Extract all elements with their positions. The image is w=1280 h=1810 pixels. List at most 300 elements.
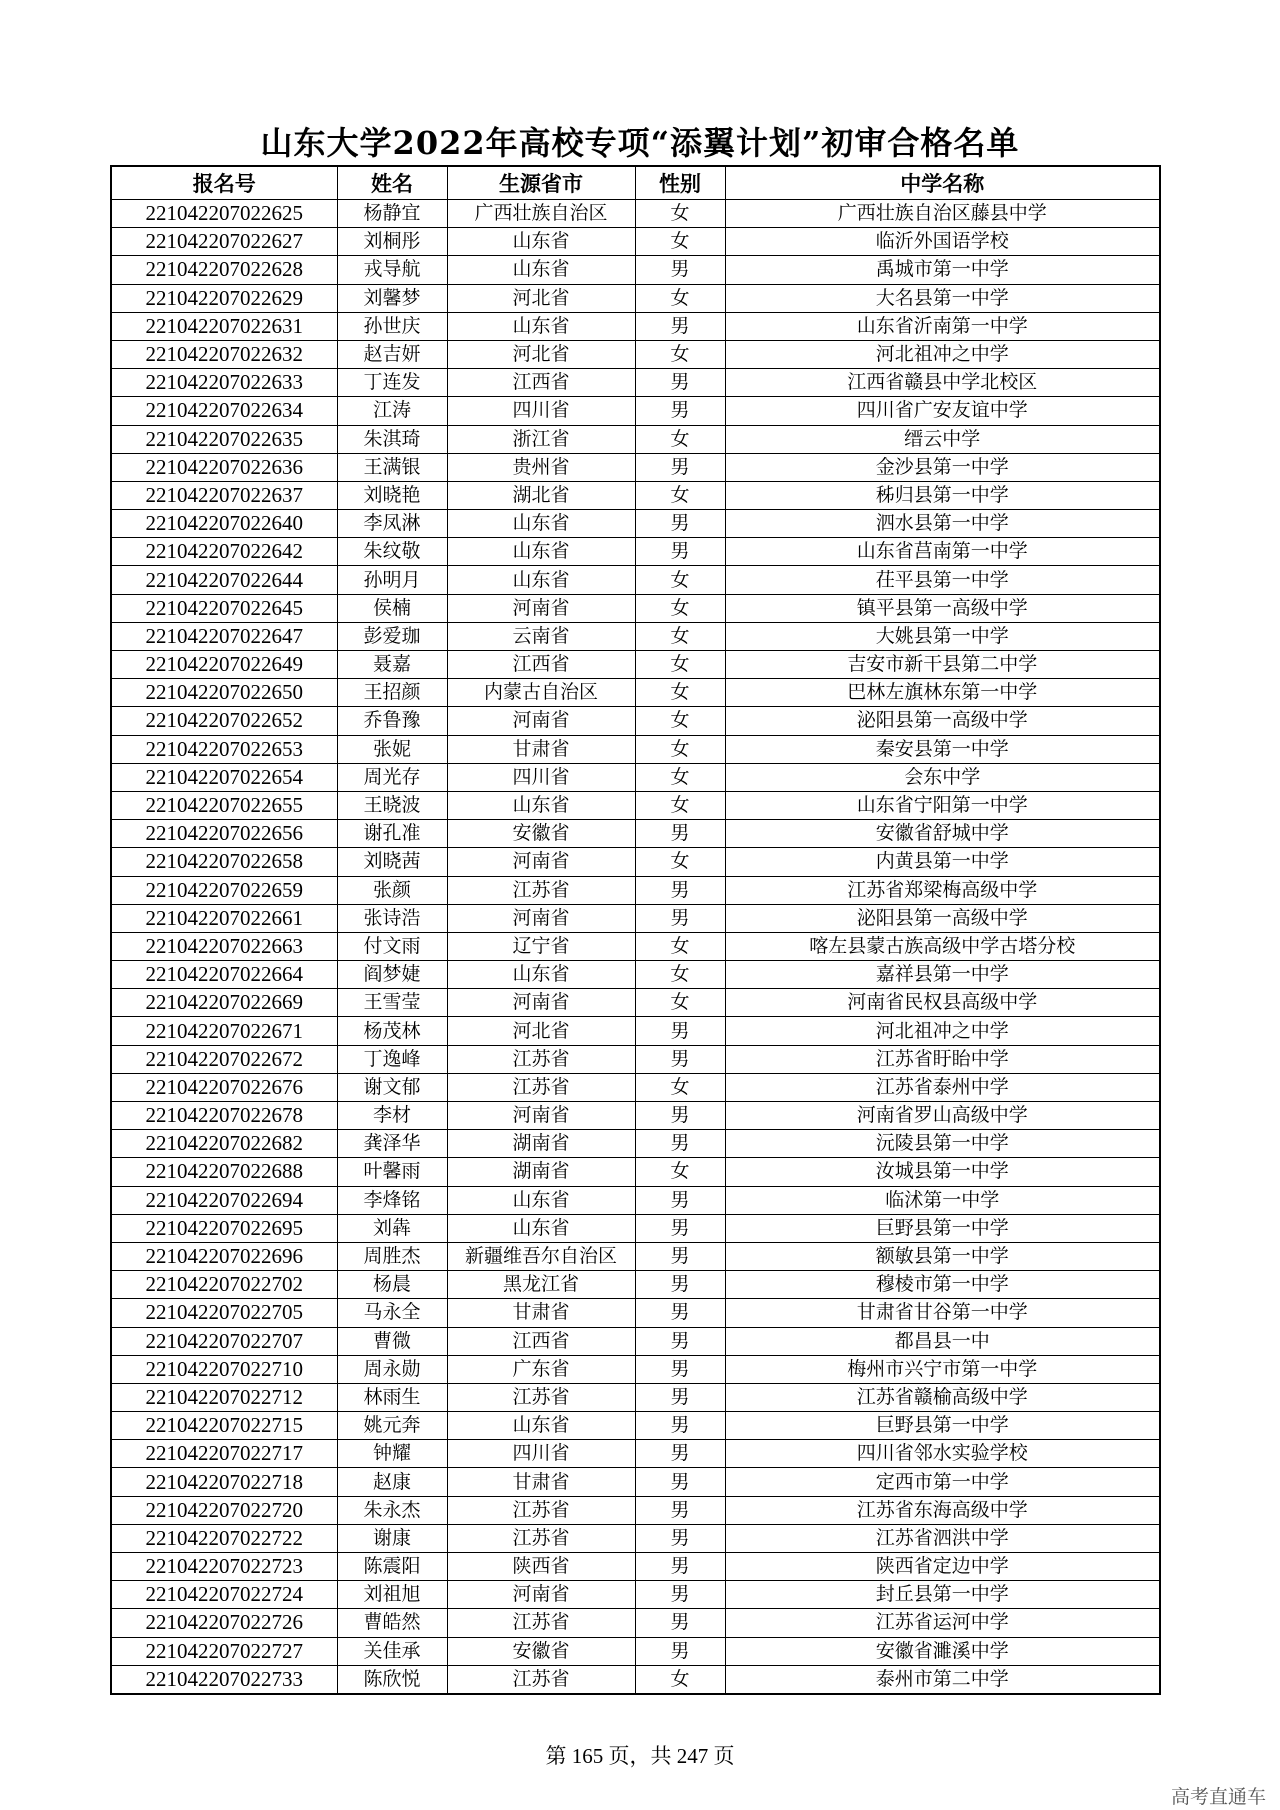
cell-school: 四川省邻水实验学校: [725, 1440, 1160, 1468]
cell-id: 221042207022688: [111, 1158, 337, 1186]
cell-school: 泌阳县第一高级中学: [725, 904, 1160, 932]
cell-school: 大名县第一中学: [725, 284, 1160, 312]
cell-school: 泗水县第一中学: [725, 510, 1160, 538]
cell-province: 河南省: [447, 594, 635, 622]
cell-id: 221042207022726: [111, 1609, 337, 1637]
cell-name: 钟耀: [337, 1440, 447, 1468]
cell-id: 221042207022637: [111, 481, 337, 509]
cell-id: 221042207022720: [111, 1496, 337, 1524]
cell-school: 山东省宁阳第一中学: [725, 791, 1160, 819]
table-row: [111, 1158, 1160, 1186]
cell-province: 河南省: [447, 904, 635, 932]
table-row: [111, 1214, 1160, 1242]
cell-gender: 男: [635, 1242, 725, 1270]
cell-name: 付文雨: [337, 932, 447, 960]
cell-name: 赵吉妍: [337, 340, 447, 368]
cell-name: 周胜杰: [337, 1242, 447, 1270]
table-row: [111, 1271, 1160, 1299]
cell-school: 巨野县第一中学: [725, 1214, 1160, 1242]
cell-id: 221042207022671: [111, 1017, 337, 1045]
cell-name: 侯楠: [337, 594, 447, 622]
cell-id: 221042207022702: [111, 1271, 337, 1299]
cell-province: 山东省: [447, 566, 635, 594]
cell-province: 山东省: [447, 1412, 635, 1440]
cell-name: 周光存: [337, 763, 447, 791]
table-row: [111, 284, 1160, 312]
cell-province: 湖北省: [447, 481, 635, 509]
cell-id: 221042207022678: [111, 1102, 337, 1130]
table-row: [111, 651, 1160, 679]
table-row: [111, 369, 1160, 397]
cell-province: 黑龙江省: [447, 1271, 635, 1299]
cell-gender: 男: [635, 1186, 725, 1214]
cell-school: 汝城县第一中学: [725, 1158, 1160, 1186]
cell-gender: 男: [635, 510, 725, 538]
cell-province: 内蒙古自治区: [447, 679, 635, 707]
table-row: [111, 876, 1160, 904]
cell-name: 张颜: [337, 876, 447, 904]
cell-gender: 女: [635, 481, 725, 509]
cell-gender: 男: [635, 1102, 725, 1130]
cell-id: 221042207022682: [111, 1130, 337, 1158]
table-row: [111, 1553, 1160, 1581]
table-row: [111, 1383, 1160, 1411]
cell-id: 221042207022724: [111, 1581, 337, 1609]
cell-province: 甘肃省: [447, 1468, 635, 1496]
cell-school: 封丘县第一中学: [725, 1581, 1160, 1609]
cell-name: 林雨生: [337, 1383, 447, 1411]
page-footer: 第 165 页，共 247 页: [545, 1744, 735, 1768]
cell-gender: 男: [635, 1468, 725, 1496]
cell-gender: 男: [635, 453, 725, 481]
table-body: [111, 200, 1160, 1694]
cell-gender: 女: [635, 228, 725, 256]
cell-province: 山东省: [447, 510, 635, 538]
cell-gender: 男: [635, 538, 725, 566]
table-row: [111, 453, 1160, 481]
cell-province: 江苏省: [447, 1073, 635, 1101]
cell-gender: 男: [635, 1383, 725, 1411]
cell-id: 221042207022652: [111, 707, 337, 735]
cell-id: 221042207022712: [111, 1383, 337, 1411]
cell-id: 221042207022645: [111, 594, 337, 622]
cell-id: 221042207022694: [111, 1186, 337, 1214]
cell-id: 221042207022654: [111, 763, 337, 791]
cell-id: 221042207022650: [111, 679, 337, 707]
cell-gender: 女: [635, 1073, 725, 1101]
cell-id: 221042207022676: [111, 1073, 337, 1101]
cell-school: 都昌县一中: [725, 1327, 1160, 1355]
cell-gender: 女: [635, 961, 725, 989]
cell-school: 临沂外国语学校: [725, 228, 1160, 256]
cell-province: 江苏省: [447, 1609, 635, 1637]
cell-name: 谢文郁: [337, 1073, 447, 1101]
cell-name: 谢孔准: [337, 820, 447, 848]
cell-province: 山东省: [447, 961, 635, 989]
cell-gender: 女: [635, 200, 725, 228]
cell-id: 221042207022661: [111, 904, 337, 932]
cell-school: 禹城市第一中学: [725, 256, 1160, 284]
cell-name: 龚泽华: [337, 1130, 447, 1158]
table-row: [111, 1637, 1160, 1665]
cell-gender: 男: [635, 904, 725, 932]
cell-gender: 男: [635, 1581, 725, 1609]
cell-id: 221042207022653: [111, 735, 337, 763]
cell-province: 江苏省: [447, 1524, 635, 1552]
cell-province: 山东省: [447, 228, 635, 256]
cell-gender: 女: [635, 1665, 725, 1694]
cell-id: 221042207022695: [111, 1214, 337, 1242]
cell-gender: 男: [635, 369, 725, 397]
table-row: [111, 1496, 1160, 1524]
cell-school: 梅州市兴宁市第一中学: [725, 1355, 1160, 1383]
cell-school: 江苏省东海高级中学: [725, 1496, 1160, 1524]
cell-school: 广西壮族自治区藤县中学: [725, 200, 1160, 228]
cell-id: 221042207022715: [111, 1412, 337, 1440]
table-row: [111, 1242, 1160, 1270]
cell-province: 河南省: [447, 1102, 635, 1130]
cell-id: 221042207022717: [111, 1440, 337, 1468]
cell-school: 江苏省泗洪中学: [725, 1524, 1160, 1552]
cell-school: 秭归县第一中学: [725, 481, 1160, 509]
cell-id: 221042207022632: [111, 340, 337, 368]
cell-school: 缙云中学: [725, 425, 1160, 453]
cell-province: 山东省: [447, 256, 635, 284]
cell-province: 江苏省: [447, 1045, 635, 1073]
cell-id: 221042207022718: [111, 1468, 337, 1496]
cell-id: 221042207022644: [111, 566, 337, 594]
cell-gender: 男: [635, 1524, 725, 1552]
table-row: [111, 1073, 1160, 1101]
cell-province: 安徽省: [447, 1637, 635, 1665]
column-header-id: 报名号: [111, 166, 337, 200]
cell-school: 喀左县蒙古族高级中学古塔分校: [725, 932, 1160, 960]
table-row: [111, 1609, 1160, 1637]
cell-name: 曹皓然: [337, 1609, 447, 1637]
cell-gender: 男: [635, 1271, 725, 1299]
table-row: [111, 1186, 1160, 1214]
cell-province: 江西省: [447, 651, 635, 679]
cell-gender: 女: [635, 989, 725, 1017]
cell-name: 李凤淋: [337, 510, 447, 538]
table-row: [111, 679, 1160, 707]
cell-gender: 女: [635, 791, 725, 819]
cell-gender: 女: [635, 594, 725, 622]
table-row: [111, 1130, 1160, 1158]
cell-province: 河南省: [447, 989, 635, 1017]
cell-name: 李材: [337, 1102, 447, 1130]
table-row: [111, 1102, 1160, 1130]
cell-name: 乔鲁豫: [337, 707, 447, 735]
cell-school: 安徽省舒城中学: [725, 820, 1160, 848]
cell-gender: 男: [635, 876, 725, 904]
cell-name: 陈欣悦: [337, 1665, 447, 1694]
cell-id: 221042207022664: [111, 961, 337, 989]
cell-name: 丁逸峰: [337, 1045, 447, 1073]
table-row: [111, 791, 1160, 819]
cell-id: 221042207022636: [111, 453, 337, 481]
table-row: [111, 1440, 1160, 1468]
cell-school: 江西省赣县中学北校区: [725, 369, 1160, 397]
cell-gender: 男: [635, 1130, 725, 1158]
cell-gender: 男: [635, 256, 725, 284]
cell-gender: 女: [635, 763, 725, 791]
table-row: [111, 961, 1160, 989]
cell-school: 沅陵县第一中学: [725, 1130, 1160, 1158]
cell-gender: 男: [635, 820, 725, 848]
cell-gender: 女: [635, 425, 725, 453]
cell-name: 王招颜: [337, 679, 447, 707]
cell-name: 孙明月: [337, 566, 447, 594]
cell-gender: 男: [635, 1327, 725, 1355]
cell-school: 泰州市第二中学: [725, 1665, 1160, 1694]
cell-name: 赵康: [337, 1468, 447, 1496]
cell-gender: 男: [635, 397, 725, 425]
cell-name: 陈震阳: [337, 1553, 447, 1581]
table-row: [111, 538, 1160, 566]
cell-gender: 男: [635, 1553, 725, 1581]
cell-school: 巴林左旗林东第一中学: [725, 679, 1160, 707]
cell-name: 马永全: [337, 1299, 447, 1327]
cell-school: 临沭第一中学: [725, 1186, 1160, 1214]
cell-school: 安徽省濉溪中学: [725, 1637, 1160, 1665]
cell-province: 甘肃省: [447, 735, 635, 763]
table-row: [111, 1468, 1160, 1496]
cell-province: 广西壮族自治区: [447, 200, 635, 228]
cell-id: 221042207022655: [111, 791, 337, 819]
table-header-row: [111, 166, 1160, 200]
cell-gender: 女: [635, 848, 725, 876]
cell-province: 广东省: [447, 1355, 635, 1383]
cell-id: 221042207022727: [111, 1637, 337, 1665]
column-header-name: 姓名: [337, 166, 447, 200]
cell-school: 江苏省盱眙中学: [725, 1045, 1160, 1073]
cell-province: 江苏省: [447, 1496, 635, 1524]
cell-school: 河北祖冲之中学: [725, 1017, 1160, 1045]
cell-id: 221042207022663: [111, 932, 337, 960]
cell-id: 221042207022627: [111, 228, 337, 256]
cell-province: 山东省: [447, 1214, 635, 1242]
cell-id: 221042207022628: [111, 256, 337, 284]
cell-id: 221042207022722: [111, 1524, 337, 1552]
cell-school: 甘肃省甘谷第一中学: [725, 1299, 1160, 1327]
cell-id: 221042207022672: [111, 1045, 337, 1073]
cell-province: 山东省: [447, 791, 635, 819]
cell-province: 四川省: [447, 397, 635, 425]
cell-name: 彭爱珈: [337, 622, 447, 650]
cell-gender: 女: [635, 622, 725, 650]
cell-school: 江苏省运河中学: [725, 1609, 1160, 1637]
cell-school: 江苏省赣榆高级中学: [725, 1383, 1160, 1411]
cell-school: 河北祖冲之中学: [725, 340, 1160, 368]
cell-gender: 男: [635, 1214, 725, 1242]
cell-school: 大姚县第一中学: [725, 622, 1160, 650]
cell-name: 谢康: [337, 1524, 447, 1552]
cell-school: 内黄县第一中学: [725, 848, 1160, 876]
cell-name: 江涛: [337, 397, 447, 425]
cell-school: 陕西省定边中学: [725, 1553, 1160, 1581]
cell-school: 山东省沂南第一中学: [725, 312, 1160, 340]
cell-province: 陕西省: [447, 1553, 635, 1581]
cell-id: 221042207022658: [111, 848, 337, 876]
cell-province: 河北省: [447, 1017, 635, 1045]
table-row: [111, 256, 1160, 284]
watermark: 高考直通车: [1170, 1786, 1266, 1808]
table-row: [111, 200, 1160, 228]
cell-school: 会东中学: [725, 763, 1160, 791]
table-row: [111, 904, 1160, 932]
cell-gender: 男: [635, 1412, 725, 1440]
cell-gender: 女: [635, 707, 725, 735]
cell-province: 湖南省: [447, 1158, 635, 1186]
cell-id: 221042207022631: [111, 312, 337, 340]
cell-province: 河北省: [447, 340, 635, 368]
cell-name: 刘馨梦: [337, 284, 447, 312]
cell-name: 刘犇: [337, 1214, 447, 1242]
cell-id: 221042207022659: [111, 876, 337, 904]
cell-gender: 女: [635, 735, 725, 763]
cell-school: 江苏省郑梁梅高级中学: [725, 876, 1160, 904]
cell-gender: 女: [635, 679, 725, 707]
cell-name: 叶馨雨: [337, 1158, 447, 1186]
cell-name: 王雪莹: [337, 989, 447, 1017]
cell-school: 江苏省泰州中学: [725, 1073, 1160, 1101]
cell-school: 泌阳县第一高级中学: [725, 707, 1160, 735]
cell-province: 安徽省: [447, 820, 635, 848]
cell-gender: 女: [635, 566, 725, 594]
cell-id: 221042207022640: [111, 510, 337, 538]
table-row: [111, 228, 1160, 256]
cell-id: 221042207022705: [111, 1299, 337, 1327]
table-row: [111, 566, 1160, 594]
cell-id: 221042207022629: [111, 284, 337, 312]
cell-gender: 女: [635, 651, 725, 679]
cell-id: 221042207022656: [111, 820, 337, 848]
cell-school: 河南省罗山高级中学: [725, 1102, 1160, 1130]
cell-province: 浙江省: [447, 425, 635, 453]
cell-name: 张诗浩: [337, 904, 447, 932]
table-row: [111, 1524, 1160, 1552]
cell-school: 河南省民权县高级中学: [725, 989, 1160, 1017]
table-row: [111, 594, 1160, 622]
cell-id: 221042207022647: [111, 622, 337, 650]
column-header-school: 中学名称: [725, 166, 1160, 200]
cell-province: 湖南省: [447, 1130, 635, 1158]
cell-name: 王满银: [337, 453, 447, 481]
cell-id: 221042207022649: [111, 651, 337, 679]
cell-name: 杨静宜: [337, 200, 447, 228]
cell-province: 江西省: [447, 1327, 635, 1355]
cell-id: 221042207022696: [111, 1242, 337, 1270]
cell-school: 茌平县第一中学: [725, 566, 1160, 594]
table-row: [111, 848, 1160, 876]
cell-name: 杨晨: [337, 1271, 447, 1299]
page-title: 山东大学2022年高校专项“添翼计划”初审合格名单: [260, 124, 1020, 162]
cell-province: 河北省: [447, 284, 635, 312]
cell-name: 曹微: [337, 1327, 447, 1355]
cell-province: 江苏省: [447, 876, 635, 904]
cell-id: 221042207022642: [111, 538, 337, 566]
cell-gender: 女: [635, 932, 725, 960]
cell-province: 江西省: [447, 369, 635, 397]
cell-province: 河南省: [447, 848, 635, 876]
cell-province: 山东省: [447, 538, 635, 566]
cell-province: 新疆维吾尔自治区: [447, 1242, 635, 1270]
cell-name: 李烽铭: [337, 1186, 447, 1214]
cell-id: 221042207022669: [111, 989, 337, 1017]
cell-name: 姚元奔: [337, 1412, 447, 1440]
cell-school: 穆棱市第一中学: [725, 1271, 1160, 1299]
table-row: [111, 481, 1160, 509]
table-row: [111, 1412, 1160, 1440]
cell-name: 张妮: [337, 735, 447, 763]
cell-school: 额敏县第一中学: [725, 1242, 1160, 1270]
cell-gender: 女: [635, 284, 725, 312]
cell-id: 221042207022723: [111, 1553, 337, 1581]
cell-gender: 男: [635, 1017, 725, 1045]
cell-name: 刘晓艳: [337, 481, 447, 509]
table-row: [111, 820, 1160, 848]
roster-table: [110, 165, 1161, 1695]
table-row: [111, 989, 1160, 1017]
cell-id: 221042207022635: [111, 425, 337, 453]
cell-school: 秦安县第一中学: [725, 735, 1160, 763]
cell-school: 吉安市新干县第二中学: [725, 651, 1160, 679]
table-row: [111, 1327, 1160, 1355]
cell-gender: 女: [635, 1158, 725, 1186]
table-row: [111, 707, 1160, 735]
cell-province: 贵州省: [447, 453, 635, 481]
cell-school: 定西市第一中学: [725, 1468, 1160, 1496]
table-row: [111, 340, 1160, 368]
cell-name: 朱淇琦: [337, 425, 447, 453]
cell-gender: 男: [635, 1496, 725, 1524]
cell-name: 丁连发: [337, 369, 447, 397]
cell-gender: 男: [635, 1299, 725, 1327]
cell-gender: 男: [635, 1355, 725, 1383]
cell-province: 河南省: [447, 707, 635, 735]
cell-name: 朱纹敬: [337, 538, 447, 566]
cell-school: 金沙县第一中学: [725, 453, 1160, 481]
cell-province: 云南省: [447, 622, 635, 650]
table-row: [111, 425, 1160, 453]
cell-school: 镇平县第一高级中学: [725, 594, 1160, 622]
cell-gender: 男: [635, 1609, 725, 1637]
cell-province: 四川省: [447, 1440, 635, 1468]
cell-name: 王晓波: [337, 791, 447, 819]
column-header-gender: 性别: [635, 166, 725, 200]
table-row: [111, 510, 1160, 538]
table-row: [111, 1355, 1160, 1383]
cell-province: 山东省: [447, 1186, 635, 1214]
cell-province: 四川省: [447, 763, 635, 791]
cell-school: 巨野县第一中学: [725, 1412, 1160, 1440]
cell-province: 辽宁省: [447, 932, 635, 960]
cell-gender: 男: [635, 312, 725, 340]
cell-school: 四川省广安友谊中学: [725, 397, 1160, 425]
table-row: [111, 1017, 1160, 1045]
table-row: [111, 735, 1160, 763]
cell-school: 山东省莒南第一中学: [725, 538, 1160, 566]
cell-name: 周永勋: [337, 1355, 447, 1383]
cell-province: 江苏省: [447, 1383, 635, 1411]
cell-gender: 男: [635, 1637, 725, 1665]
cell-id: 221042207022710: [111, 1355, 337, 1383]
table-row: [111, 932, 1160, 960]
cell-name: 刘桐彤: [337, 228, 447, 256]
column-header-province: 生源省市: [447, 166, 635, 200]
cell-id: 221042207022633: [111, 369, 337, 397]
